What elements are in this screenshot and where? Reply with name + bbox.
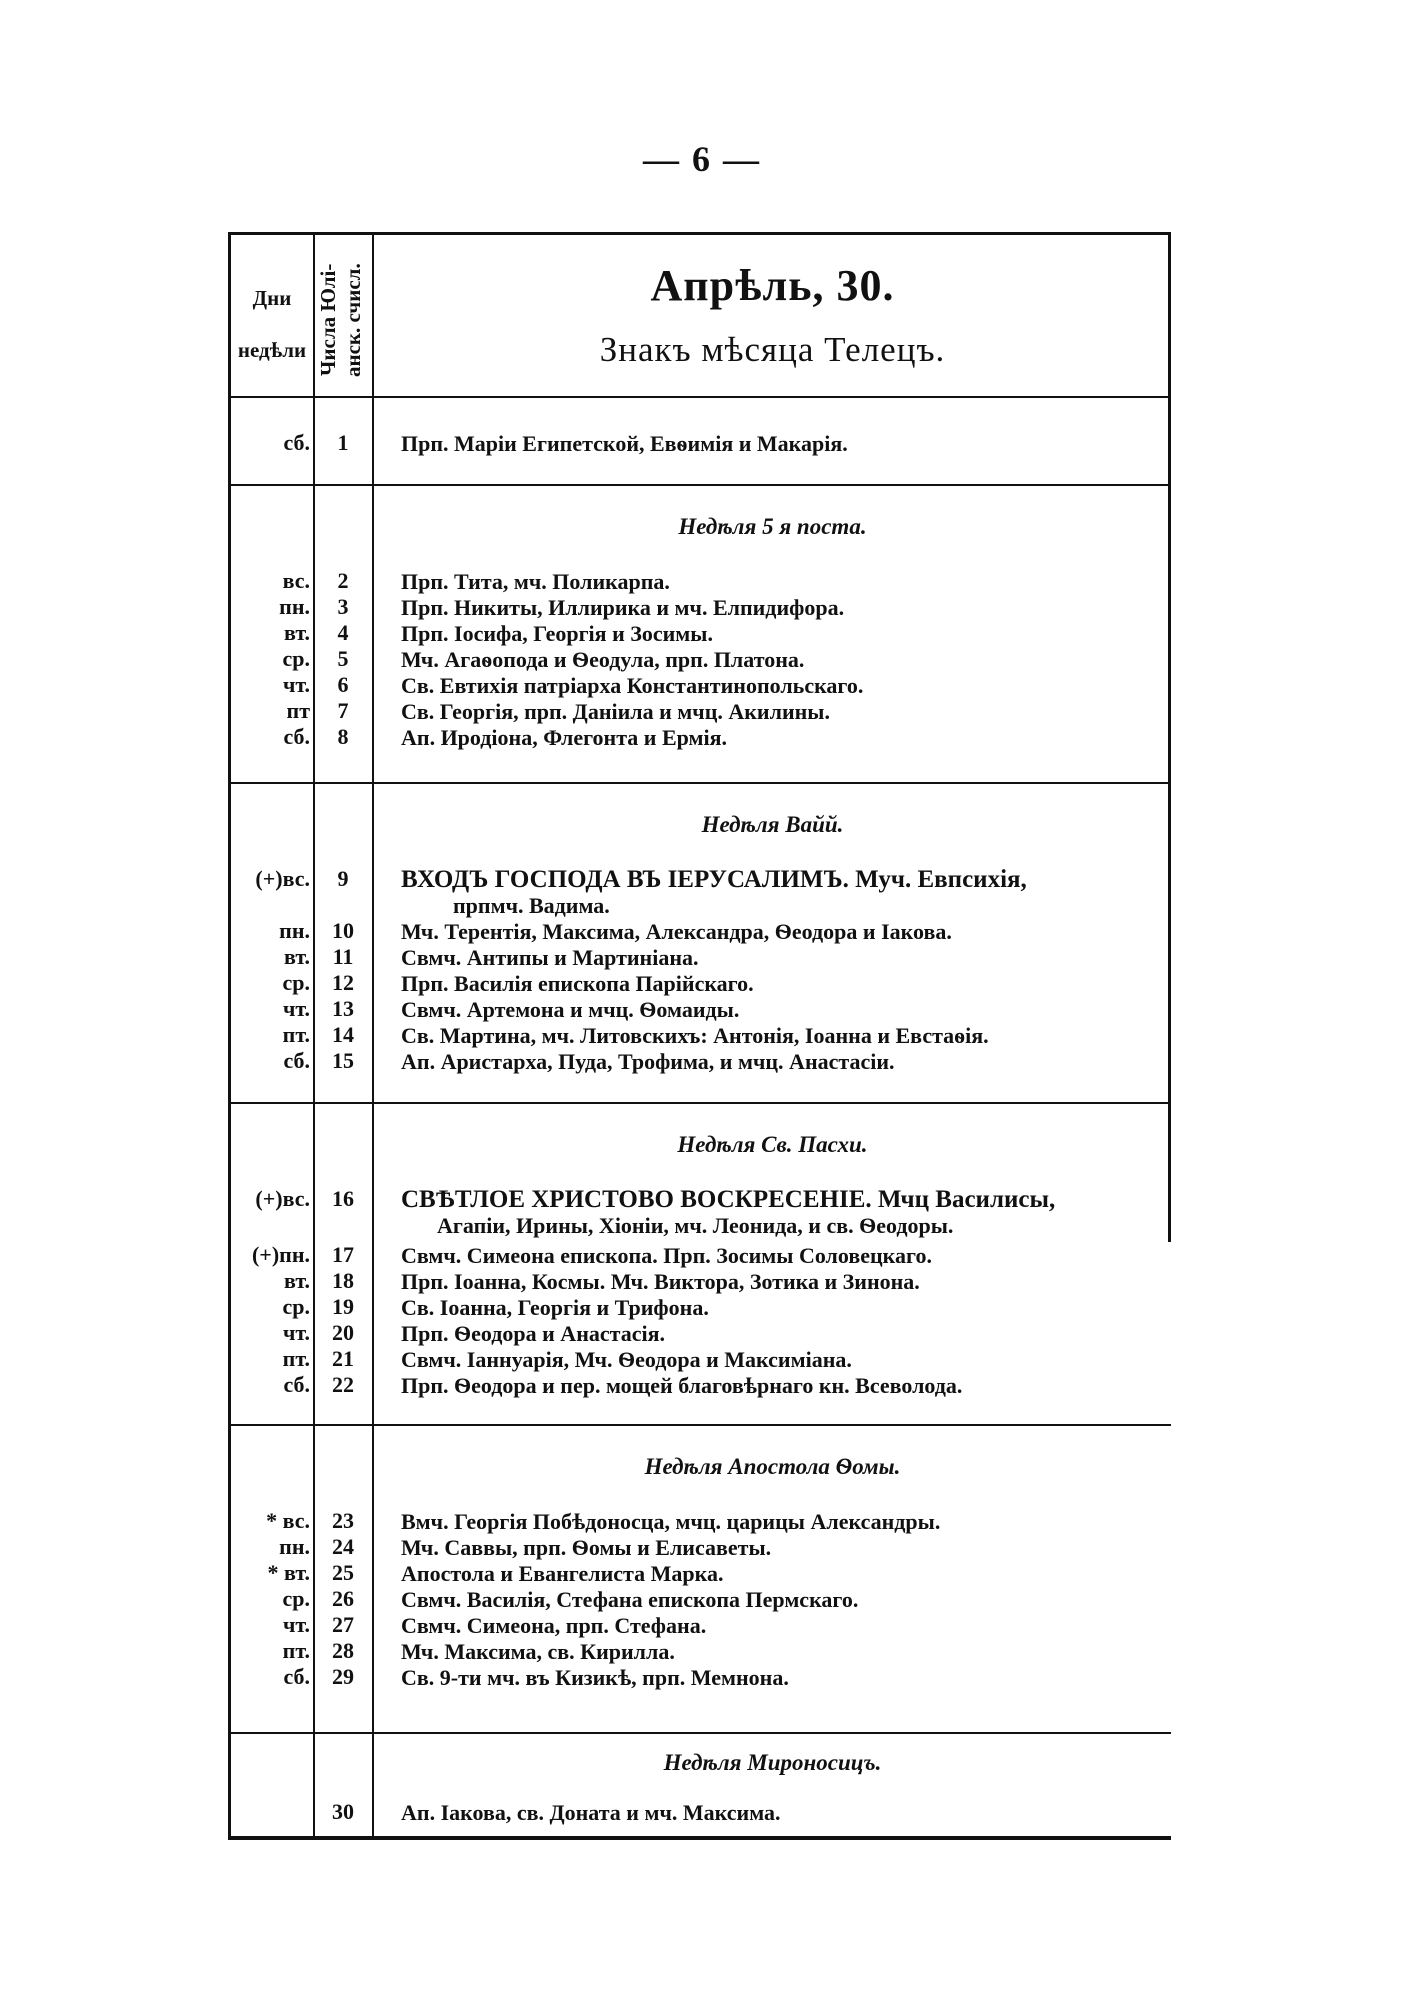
saints-text: Прп. Іоанна, Космы. Мч. Виктора, Зотика и Зинона. [401, 1269, 920, 1294]
day-of-week: (+)вс. [255, 866, 310, 891]
saints-text: ВХОДЪ ГОСПОДА ВЪ ІЕРУСАЛИМЪ. Муч. Евпсихія, [401, 866, 1027, 893]
column-divider-days [313, 232, 315, 1840]
saints-text: Мч. Максима, св. Кирилла. [401, 1639, 675, 1664]
day-of-week: (+)вс. [255, 1186, 310, 1211]
day-number: 29 [332, 1664, 354, 1689]
saints-text: Вмч. Георгія Побѣдоносца, мчц. царицы Александры. [401, 1509, 941, 1534]
day-number: 10 [332, 918, 354, 943]
day-number: 17 [332, 1242, 354, 1267]
saints-text-continued: прпмч. Вадима. [453, 893, 610, 918]
day-of-week: пн. [279, 1534, 310, 1559]
day-of-week: пт. [282, 1346, 310, 1371]
day-number: 26 [332, 1586, 354, 1611]
saints-text: Св. Іоанна, Георгія и Трифона. [401, 1295, 709, 1320]
week-title: Недѣля Св. Пасхи. [677, 1132, 868, 1157]
day-of-week: сб. [283, 724, 310, 749]
week-title: Недѣля Мироносицъ. [663, 1750, 882, 1775]
week-title: Недѣля Апостола Ѳомы. [644, 1454, 901, 1479]
day-number: 8 [337, 724, 349, 749]
header-julian-dates: Числа Юлі-анск. счисл. [316, 263, 365, 377]
saints-text: Апостола и Евангелиста Марка. [401, 1561, 724, 1586]
week-divider [228, 1732, 1171, 1734]
week-divider [228, 1424, 1171, 1426]
saints-text: Прп. Іосифа, Георгія и Зосимы. [401, 621, 713, 646]
day-of-week: чт. [282, 1320, 310, 1345]
saints-text: Свмч. Симеона епископа. Прп. Зосимы Соловецкаго. [401, 1243, 932, 1268]
saints-text: Прп. Ѳеодора и Анастасія. [401, 1321, 665, 1346]
saints-text-continued: Агапіи, Ирины, Хіоніи, мч. Леонида, и св. Ѳеодоры. [437, 1213, 954, 1238]
day-number: 15 [332, 1048, 354, 1073]
zodiac-sign: Знакъ мѣсяца Телецъ. [599, 330, 946, 369]
day-number: 3 [337, 594, 349, 619]
month-title: Апрѣль, 30. [650, 261, 895, 310]
saints-text: Ап. Иродіона, Флегонта и Ермія. [401, 725, 728, 750]
day-of-week: пн. [279, 594, 310, 619]
saints-text: Прп. Василія епископа Парійскаго. [401, 971, 754, 996]
saints-text: Прп. Тита, мч. Поликарпа. [401, 569, 670, 594]
day-number: 7 [337, 698, 349, 723]
day-of-week: вт. [284, 944, 310, 969]
day-number: 1 [337, 430, 349, 455]
day-of-week: сб. [283, 1664, 310, 1689]
saints-text: СВѢТЛОЕ ХРИСТОВО ВОСКРЕСЕНІЕ. Мчц Василисы, [401, 1186, 1056, 1213]
saints-text: Мч. Саввы, прп. Ѳомы и Елисаветы. [401, 1535, 772, 1560]
day-of-week: чт. [282, 672, 310, 697]
day-of-week: вс. [282, 568, 310, 593]
saints-text: Мч. Терентія, Максима, Александра, Ѳеодора и Іакова. [401, 919, 952, 944]
day-of-week: ср. [282, 646, 310, 671]
day-of-week: чт. [282, 996, 310, 1021]
day-number: 23 [332, 1508, 354, 1533]
day-number: 14 [332, 1022, 354, 1047]
day-number: 18 [332, 1268, 354, 1293]
saints-text: Прп. Никиты, Иллирика и мч. Елпидифора. [401, 595, 845, 620]
day-of-week: ср. [282, 970, 310, 995]
day-number: 27 [332, 1612, 354, 1637]
saints-text: Свмч. Василія, Стефана епископа Пермскаго. [401, 1587, 859, 1612]
day-number: 13 [332, 996, 354, 1021]
day-of-week: ср. [282, 1586, 310, 1611]
saints-text: Св. Мартина, мч. Литовскихъ: Антонія, Іоанна и Евстаѳія. [401, 1023, 989, 1048]
week-divider [228, 1102, 1171, 1104]
day-of-week: вт. [284, 620, 310, 645]
day-number: 6 [337, 672, 349, 697]
day-number: 2 [337, 568, 349, 593]
saints-text: Св. Евтихія патріарха Константинопольскаго. [401, 673, 864, 698]
day-number: 24 [332, 1534, 354, 1559]
day-number: 25 [332, 1560, 354, 1585]
week-title: Недѣля 5 я поста. [678, 514, 867, 539]
saints-text: Св. 9-ти мч. въ Кизикѣ, прп. Мемнона. [401, 1665, 789, 1690]
day-number: 20 [332, 1320, 354, 1345]
saints-text: Свмч. Симеона, прп. Стефана. [401, 1613, 707, 1638]
day-number: 21 [332, 1346, 354, 1371]
saints-text: Ап. Іакова, св. Доната и мч. Максима. [401, 1800, 781, 1825]
saints-text: Свмч. Іаннуарія, Мч. Ѳеодора и Максиміана. [401, 1347, 852, 1372]
day-number: 28 [332, 1638, 354, 1663]
day-of-week: пт [286, 698, 310, 723]
day-of-week: пт. [282, 1022, 310, 1047]
saints-text: Прп. Маріи Египетской, Евѳимія и Макарія. [401, 431, 848, 456]
day-of-week: ср. [282, 1294, 310, 1319]
page-number: — 6 — [643, 139, 761, 179]
table-header [228, 232, 1171, 397]
day-of-week: * вс. [266, 1508, 310, 1533]
day-of-week: сб. [283, 430, 310, 455]
day-number: 12 [332, 970, 354, 995]
day-number: 11 [332, 944, 354, 969]
week-divider [228, 782, 1171, 784]
day-of-week: пн. [279, 918, 310, 943]
day-number: 16 [332, 1186, 354, 1211]
column-divider-numbers [372, 232, 374, 1840]
day-number: 22 [332, 1372, 354, 1397]
day-number: 19 [332, 1294, 354, 1319]
day-of-week: * вт. [267, 1560, 310, 1585]
day-of-week: пт. [282, 1638, 310, 1663]
saints-text: Св. Георгія, прп. Даніила и мчц. Акилины. [401, 699, 830, 724]
day-of-week: чт. [282, 1612, 310, 1637]
day-of-week: сб. [283, 1048, 310, 1073]
saints-text: Свмч. Антипы и Мартиніана. [401, 945, 699, 970]
saints-text: Мч. Агаѳопода и Ѳеодула, прп. Платона. [401, 647, 805, 672]
saints-text: Прп. Ѳеодора и пер. мощей благовѣрнаго кн. Всеволода. [401, 1373, 963, 1398]
week-title: Недѣля Вайй. [701, 812, 844, 837]
day-of-week: сб. [283, 1372, 310, 1397]
table-border-bottom [228, 1836, 1171, 1840]
saints-text: Свмч. Артемона и мчц. Ѳомаиды. [401, 997, 740, 1022]
header-days-of-week: Дни недѣли [237, 286, 307, 362]
saints-text: Ап. Аристарха, Пуда, Трофима, и мчц. Анастасіи. [401, 1049, 895, 1074]
header-divider [228, 396, 1171, 398]
day-of-week: вт. [284, 1268, 310, 1293]
day-of-week: (+)пн. [251, 1242, 310, 1267]
calendar-table [228, 232, 1171, 1840]
table-border-left [228, 232, 231, 1840]
day-number: 30 [332, 1799, 354, 1824]
day-number: 4 [337, 620, 349, 645]
day-number: 9 [337, 866, 349, 891]
day-number: 5 [337, 646, 349, 671]
week-divider [228, 484, 1171, 486]
